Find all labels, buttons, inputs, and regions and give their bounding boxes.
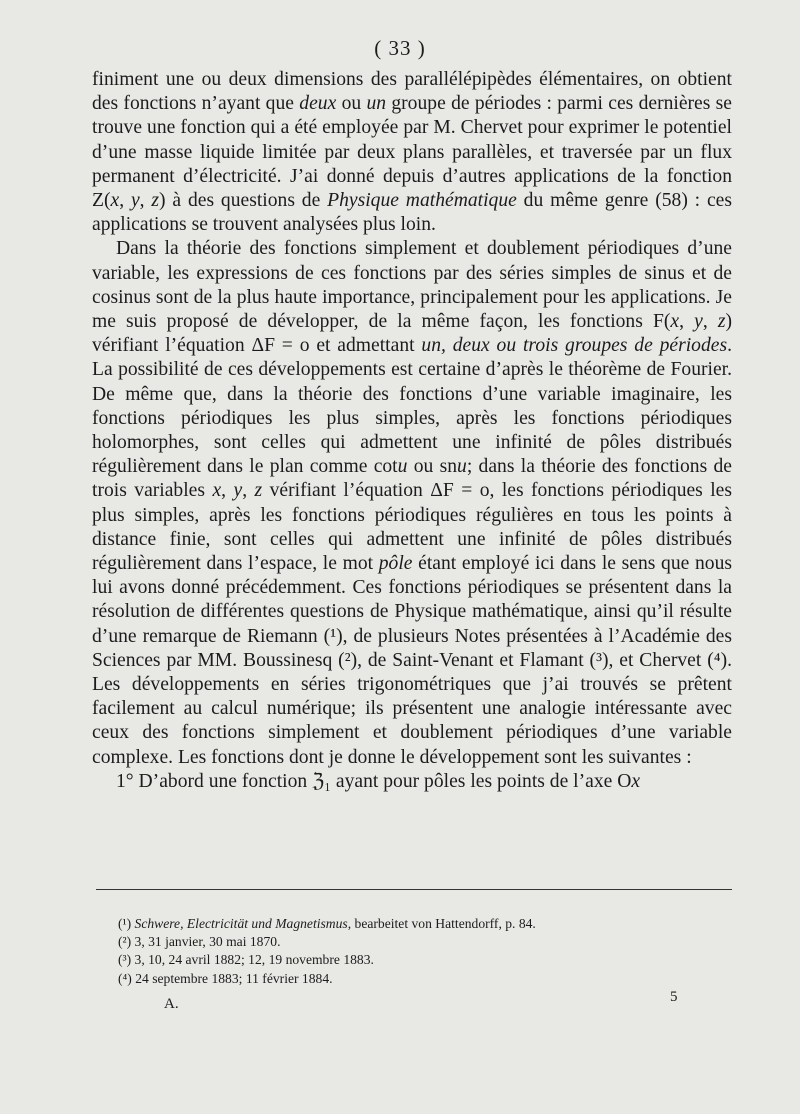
text-segment: finiment une ou deux dimensions des parallélépipèdes élémentaires, on obtient des fonctions n’ayant que [92, 69, 732, 115]
footnote-separator [96, 889, 732, 890]
italic-text-segment: deux [299, 93, 337, 115]
italic-text-segment: un, deux ou trois groupes de périodes [421, 335, 728, 357]
text-segment: étant employé ici dans le sens que nous lui avons donné précédemment. Ces fonctions périodiques se présentent dans la résolution de différentes questions de Physique mathématique, ainsi qu’il résulte d’une remarque de Riemann (¹), de plusieurs Notes présentées à l’Académie des Sciences par MM. Boussinesq (²), de Saint-Venant et Flamant (³), et Chervet (⁴). Les développements en séries trigonométriques que j’ai trouvés se prêtent facilement au calcul numérique; ils présentent une analogie intéressante avec ceux des fonctions simplement et doublement périodiques d’une variable complexe. Les fonctions dont je donne le développement sont les suivantes : [92, 553, 732, 768]
sheet-number: 5 [670, 989, 678, 1005]
footnotes [118, 915, 718, 988]
body-text [92, 68, 732, 794]
italic-text-segment: Physique mathématique [327, 190, 517, 212]
text-segment: , [139, 190, 152, 212]
italic-text-segment: x [110, 190, 120, 212]
text-segment: 3, 10, 24 avril 1882; 12, 19 novembre 1883. [134, 952, 374, 968]
paragraph-2 [92, 237, 732, 769]
text-segment: , [702, 311, 718, 333]
footnote-2 [118, 933, 718, 951]
text-segment: ayant pour pôles les points de l’axe O [331, 770, 632, 792]
text-segment: ou [336, 93, 367, 115]
text-segment: ) vérifiant l’équation ΔF = o et admettant [92, 311, 732, 357]
italic-text-segment: z [254, 480, 263, 502]
text-segment: groupe de périodes : parmi ces dernières se trouve une fonction qui a été employée par M. Chervet pour exprimer le potentiel d’une masse liquide limitée par deux plans parallèles, et traversée par un flux permanent d’électricité. J’ai donné depuis d’autres applications de la fonction Z( [92, 93, 732, 212]
text-segment: , [221, 480, 234, 502]
italic-text-segment: z [151, 190, 160, 212]
italic-text-segment: z [717, 311, 726, 333]
italic-text-segment: u [397, 456, 408, 478]
footnote-1 [118, 915, 718, 933]
paragraph-3 [92, 770, 732, 794]
italic-text-segment: y [233, 480, 243, 502]
italic-text-segment: y [130, 190, 140, 212]
paragraph-1 [92, 68, 732, 237]
text-segment: ) à des questions de [159, 190, 328, 212]
footnote-marker: (¹) [118, 916, 135, 931]
text-segment: , [679, 311, 695, 333]
italic-text-segment: pôle [378, 553, 413, 575]
text-segment: 1° D’abord une fonction [116, 770, 313, 792]
signature-mark: A. [164, 996, 179, 1012]
italic-text-segment: un [366, 93, 387, 115]
text-segment: ℨ₁ [312, 770, 332, 792]
italic-text-segment: x [212, 480, 222, 502]
footnote-marker: (³) [118, 952, 135, 968]
italic-text-segment: y [694, 311, 703, 333]
footnote-3 [118, 951, 718, 969]
text-segment: ou sn [407, 456, 458, 478]
text-segment: , [242, 480, 255, 502]
text-segment: . La possibilité de ces développements est certaine d’après le théorème de Fourier. De même que, dans la théorie des fonctions d’une variable imaginaire, les fonctions périodiques les plus simples, après les fonctions périodiques holomorphes, sont celles qui admettent une infinité de pôles distribués régulièrement dans le plan comme cot [92, 335, 732, 478]
text-segment: du même genre (58) : ces applications se trouvent analysées plus loin. [92, 190, 732, 236]
text-segment: 24 septembre 1883; 11 février 1884. [135, 970, 333, 986]
text-segment: 3, 31 janvier, 30 mai 1870. [134, 934, 281, 950]
footnote-marker: (²) [118, 934, 135, 950]
page-number: ( 33 ) [374, 36, 426, 60]
italic-text-segment: Schwere, Electricität und Magnetismus [134, 916, 348, 931]
text-segment: ; dans la théorie des fonctions de trois variables [92, 456, 732, 502]
text-segment: , [119, 190, 131, 212]
text-segment: Dans la théorie des fonctions simplement et doublement périodiques d’une variable, les expressions de ces fonctions par des séries simples de sinus et de cosinus sont de la plus haute importance, principalement pour les applications. Je me suis proposé de développer, de la même façon, les fonctions F( [92, 238, 732, 333]
italic-text-segment: u [457, 456, 467, 478]
footnote-marker: (⁴) [118, 970, 136, 986]
footnote-4 [118, 970, 718, 988]
italic-text-segment: x [631, 770, 641, 792]
text-segment: vérifiant l’équation ΔF = o, les fonctions périodiques les plus simples, après les fonctions périodiques régulières en tous les points à distance finie, sont celles qui admettent une infinité de pôles distribués régulièrement dans l’espace, le mot [92, 480, 733, 575]
text-segment: , bearbeitet von Hattendorff, p. 84. [347, 916, 536, 931]
italic-text-segment: x [670, 311, 680, 333]
